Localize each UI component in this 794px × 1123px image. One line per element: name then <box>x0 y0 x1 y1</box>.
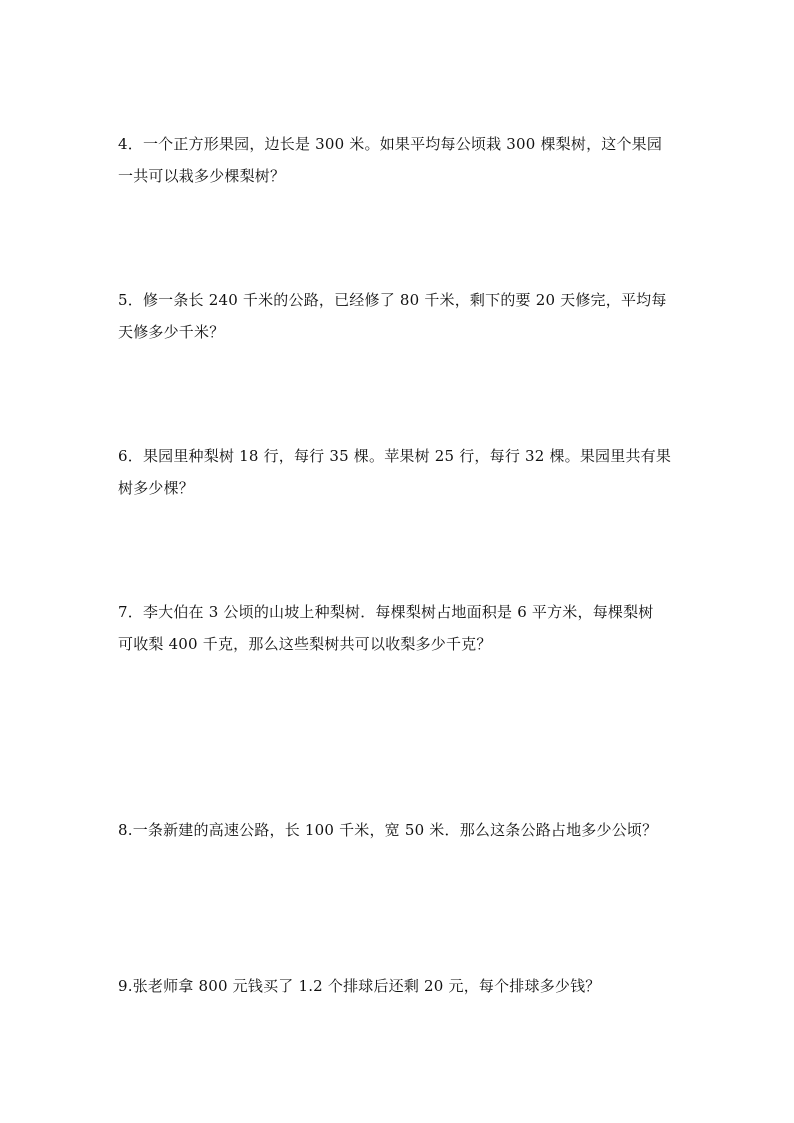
problem-7-line-2: 可收梨 400 千克，那么这些梨树共可以收梨多少千克？ <box>118 635 492 653</box>
problem-6-line-1: 6．果园里种梨树 18 行，每行 35 棵。苹果树 25 行，每行 32 棵。果园里共有果 <box>118 447 672 465</box>
problem-5-line-2: 天修多少千米？ <box>118 323 225 341</box>
problem-8 <box>118 814 678 846</box>
problem-9-line-1: 9.张老师拿 800 元钱买了 1.2 个排球后还剩 20 元，每个排球多少钱？ <box>118 977 601 995</box>
problem-7-line-1: 7．李大伯在 3 公顷的山坡上种梨树．每棵梨树占地面积是 6 平方米，每棵梨树 <box>118 603 654 621</box>
problem-6-line-2: 树多少棵？ <box>118 479 195 497</box>
problem-5-line-1: 5．修一条长 240 千米的公路，已经修了 80 千米，剩下的要 20 天修完，平均每 <box>118 291 667 309</box>
problem-9 <box>118 970 678 1002</box>
problem-4 <box>118 128 678 192</box>
problem-4-line-2: 一共可以栽多少棵梨树？ <box>118 167 286 185</box>
problem-5 <box>118 284 678 348</box>
problem-7 <box>118 596 678 660</box>
problem-4-line-1: 4．一个正方形果园，边长是 300 米。如果平均每公顷栽 300 棵梨树，这个果园 <box>118 135 663 153</box>
problem-6 <box>118 440 678 504</box>
problem-8-line-1: 8.一条新建的高速公路，长 100 千米，宽 50 米．那么这条公路占地多少公顷？ <box>118 821 658 839</box>
